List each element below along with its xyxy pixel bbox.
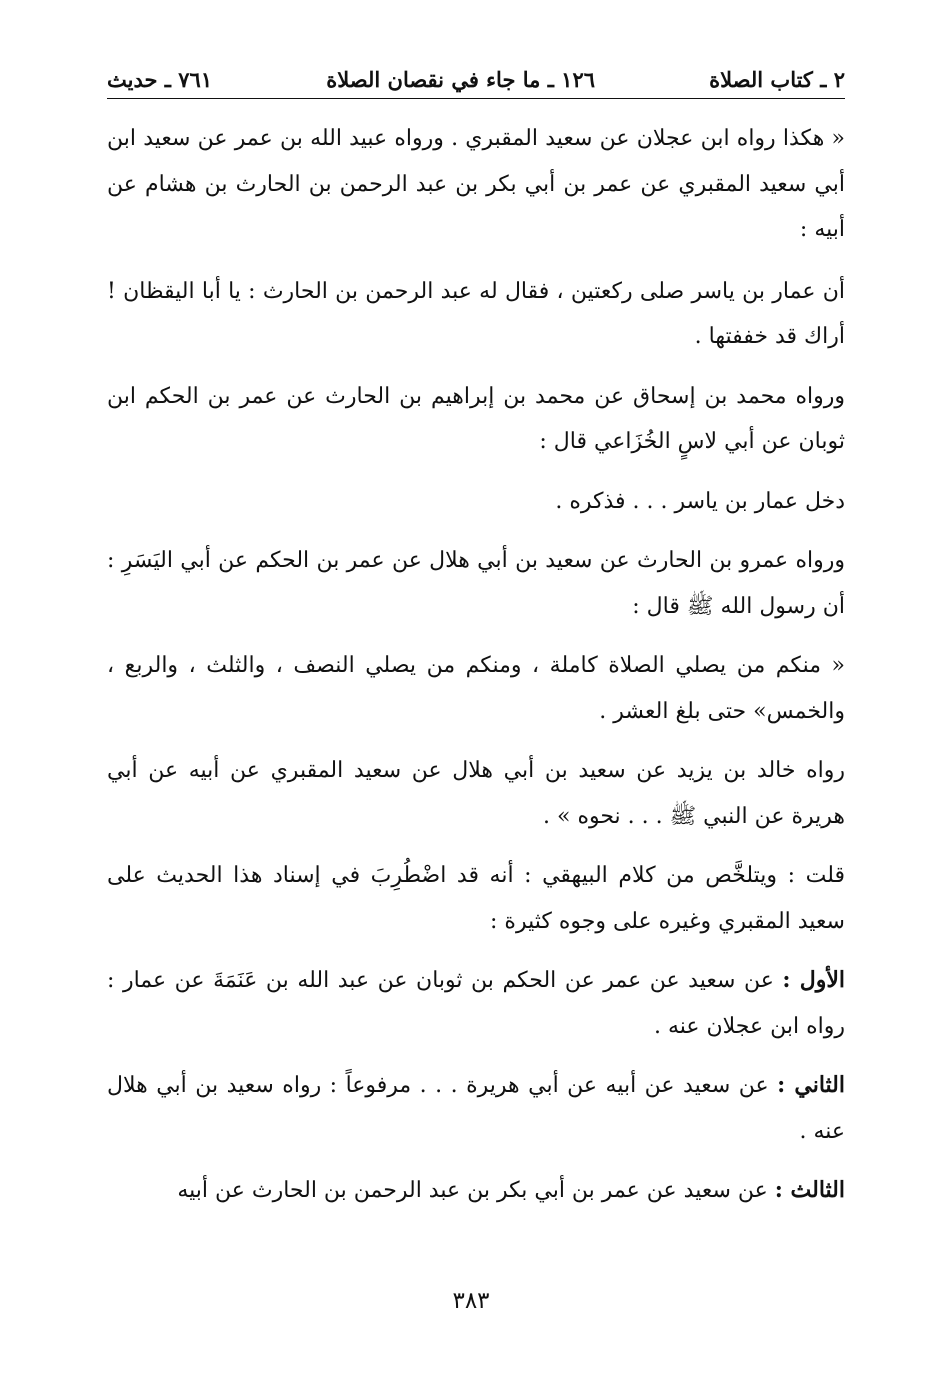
paragraph-text: دخل عمار بن ياسر . . . فذكره . bbox=[555, 488, 845, 514]
paragraph-text: « منكم من يصلي الصلاة كاملة ، ومنكم من يصلي النصف ، والثلث ، والربع ، والخمس» حتى بلغ العشر . bbox=[107, 653, 845, 724]
paragraph-lead: الأول : bbox=[782, 967, 845, 993]
running-header bbox=[107, 62, 845, 99]
paragraph-text: عن سعيد عن عمر بن أبي بكر بن عبد الرحمن بن الحارث عن أبيه bbox=[177, 1178, 768, 1203]
paragraph bbox=[107, 958, 845, 1049]
paragraph bbox=[107, 374, 845, 465]
paragraph-text: قلت : ويتلخَّص من كلام البيهقي : أنه قد اضْطُرِبَ في إسناد هذا الحديث على سعيد المقبري وغيره على وجوه كثيرة : bbox=[107, 863, 845, 934]
paragraph-text: ورواه محمد بن إسحاق عن محمد بن إبراهيم بن الحارث عن عمر بن الحكم ابن ثوبان عن أبي لاسٍ الخُزَاعي قال : bbox=[107, 383, 845, 454]
paragraph bbox=[107, 853, 845, 944]
header-chapter-title: ١٢٦ ـ ما جاء في نقصان الصلاة bbox=[326, 67, 596, 92]
paragraph-text: رواه خالد بن يزيد عن سعيد بن أبي هلال عن سعيد المقبري عن أبيه عن أبي هريرة عن النبي ﷺ . . . نحوه » . bbox=[107, 758, 845, 829]
page-number: ٣٨٣ bbox=[452, 1288, 490, 1314]
paragraph bbox=[107, 269, 845, 360]
paragraph-text: ورواه عمرو بن الحارث عن سعيد بن أبي هلال عن عمر بن الحكم عن أبي اليَسَرِ : أن رسول الله ﷺ قال : bbox=[107, 548, 845, 619]
header-hadith-number: ٧٦١ ـ حديث bbox=[107, 67, 213, 92]
paragraph bbox=[107, 643, 845, 734]
paragraph bbox=[107, 1168, 845, 1214]
paragraph bbox=[107, 116, 845, 253]
header-book-title: ٢ ـ كتاب الصلاة bbox=[709, 67, 845, 92]
page bbox=[107, 62, 845, 1228]
paragraph-text: أن عمار بن ياسر صلى ركعتين ، فقال له عبد الرحمن بن الحارث : يا أبا اليقظان ! أراك قد خففتها . bbox=[107, 278, 845, 349]
paragraph-text: عن سعيد عن عمر عن الحكم بن ثوبان عن عبد الله بن عَنَمَةَ عن عمار : رواه ابن عجلان عنه . bbox=[107, 968, 845, 1039]
paragraph-text: « هكذا رواه ابن عجلان عن سعيد المقبري . ورواه عبيد الله بن عمر عن سعيد ابن أبي سعيد المقبري عن عمر بن أبي بكر بن عبد الرحمن بن الحارث بن هشام عن أبيه : bbox=[107, 126, 845, 242]
body-text bbox=[107, 116, 845, 1214]
paragraph bbox=[107, 538, 845, 629]
paragraph bbox=[107, 1063, 845, 1154]
paragraph-text: عن سعيد عن أبيه عن أبي هريرة . . . مرفوعاً : رواه سعيد بن أبي هلال عنه . bbox=[107, 1073, 845, 1144]
paragraph-lead: الثالث : bbox=[774, 1177, 845, 1203]
paragraph bbox=[107, 479, 845, 525]
paragraph bbox=[107, 748, 845, 839]
paragraph-lead: الثاني : bbox=[777, 1072, 845, 1098]
